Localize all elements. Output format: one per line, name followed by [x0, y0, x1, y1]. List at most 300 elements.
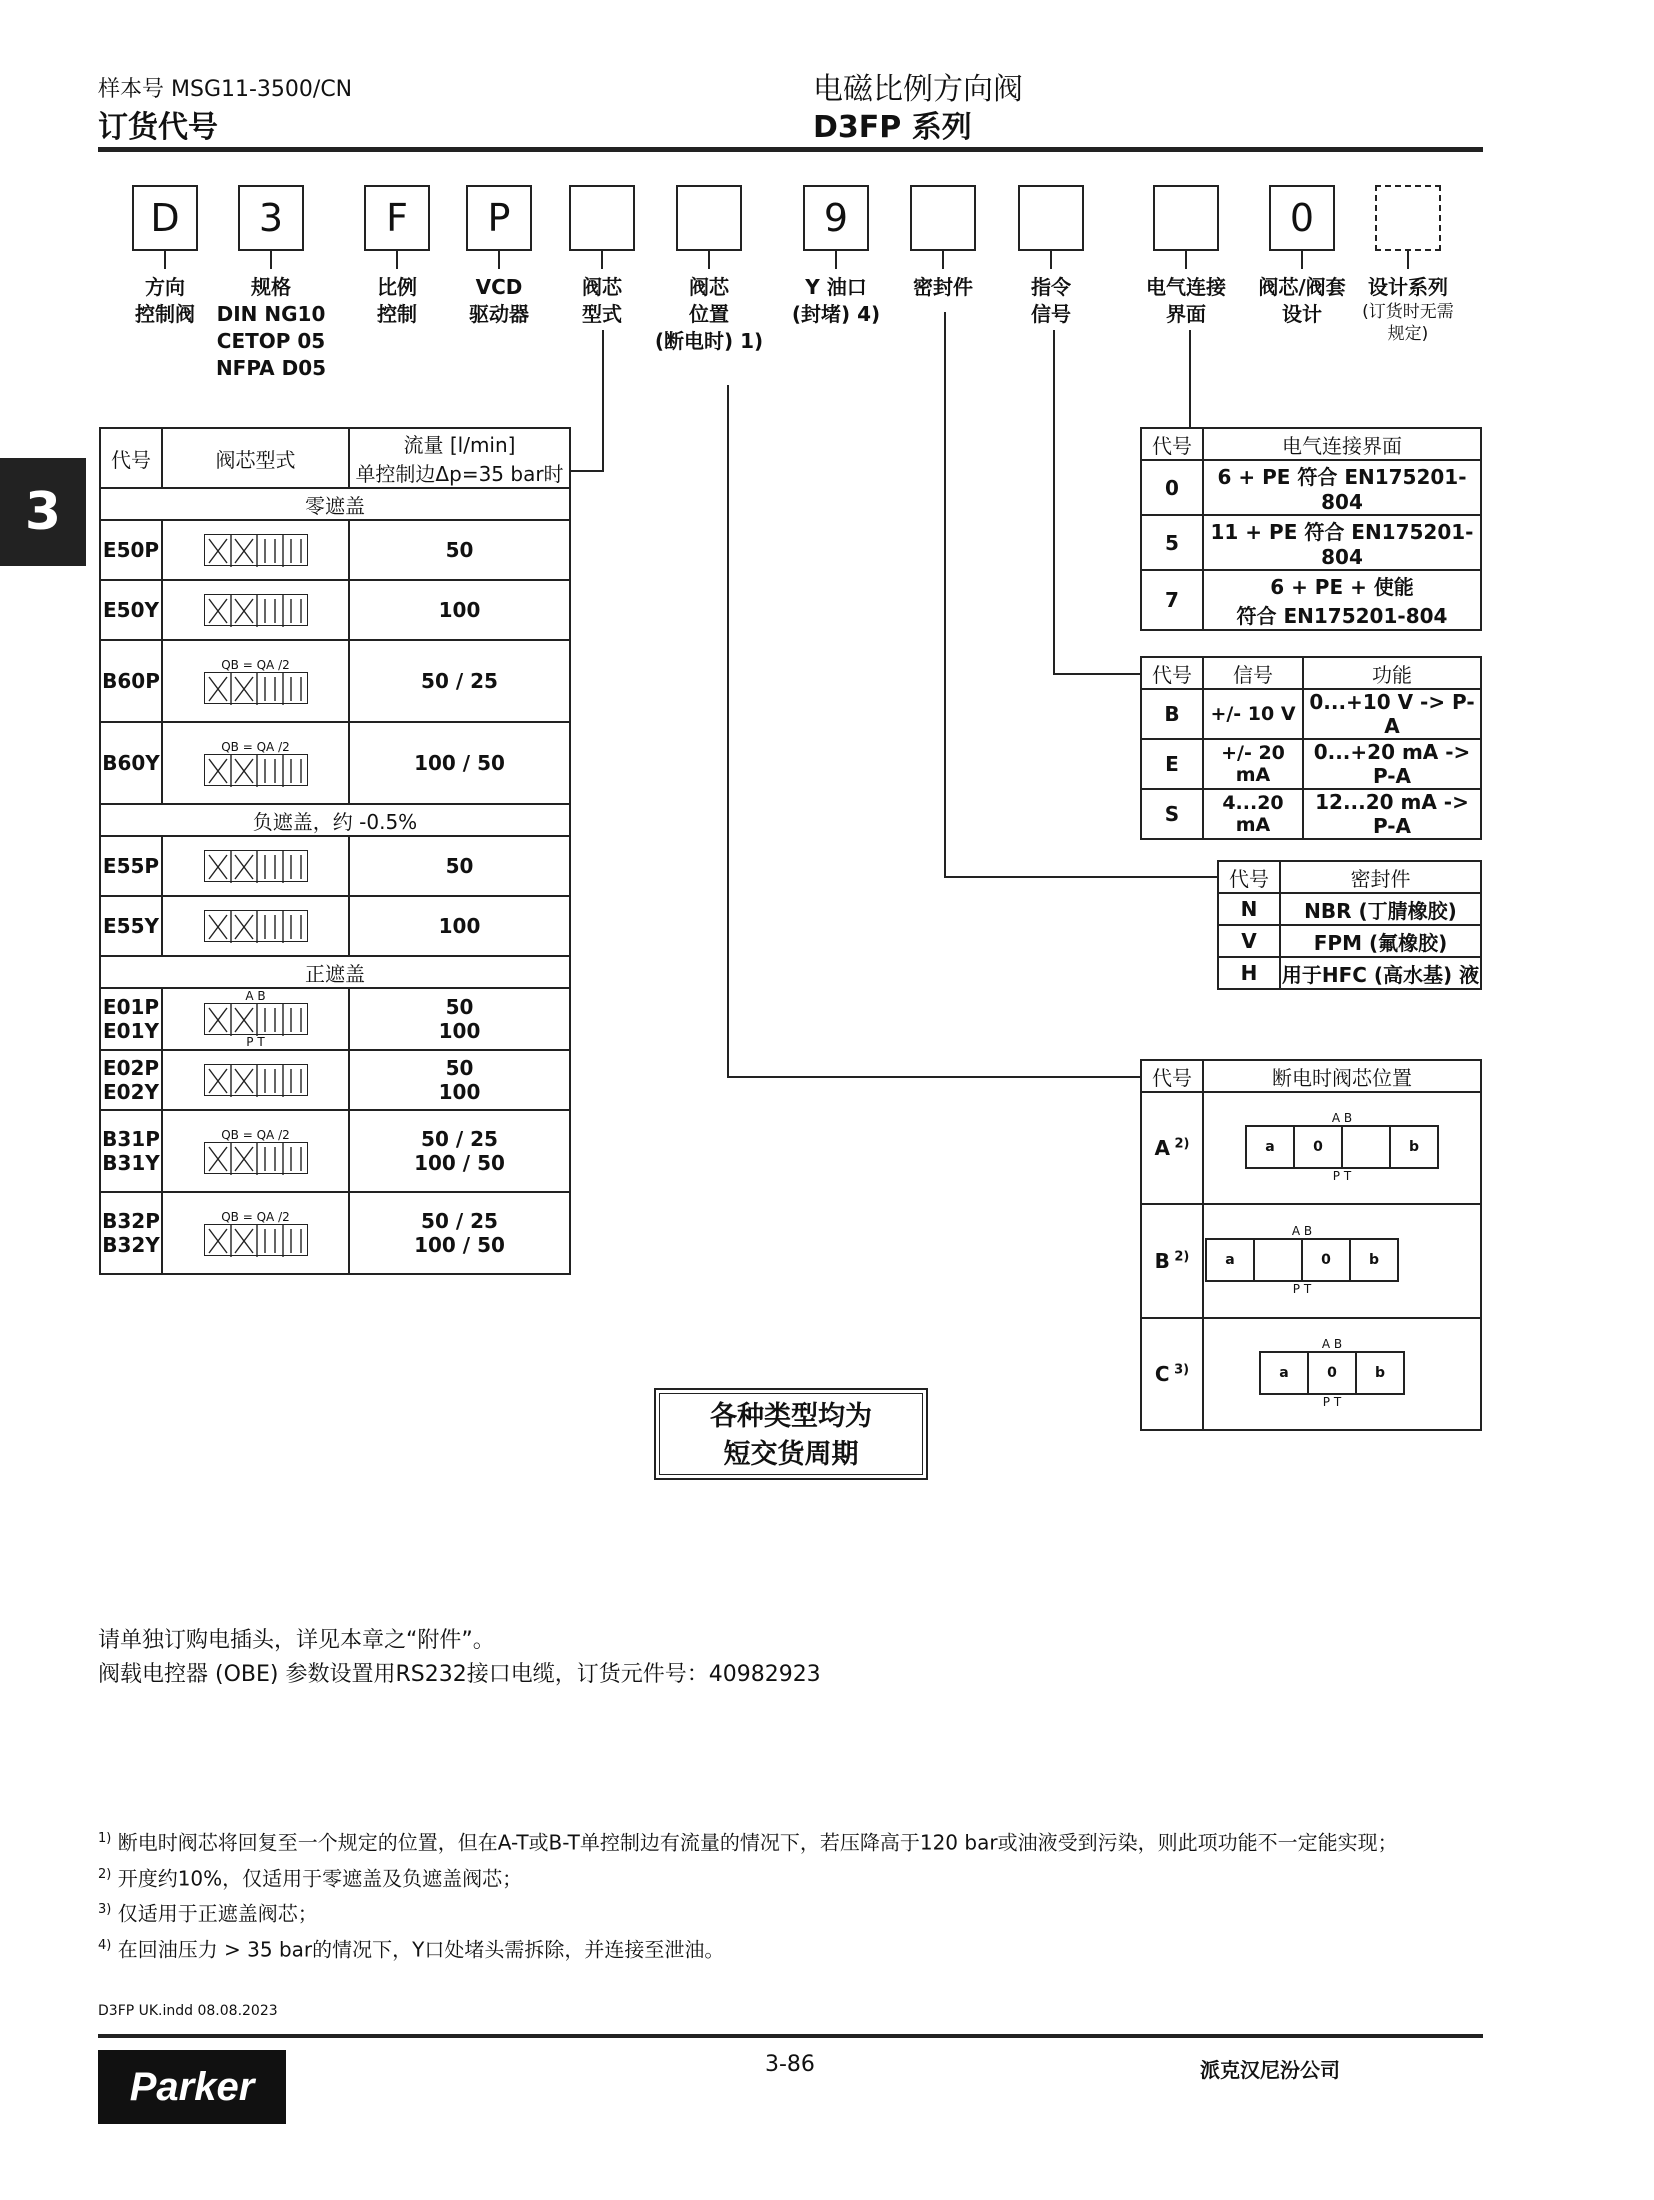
- spool-code-line: E01P: [102, 995, 160, 1019]
- spool-row: [100, 836, 570, 896]
- code-tick-9: [1050, 251, 1052, 269]
- code-label-line: 界面: [1166, 302, 1206, 326]
- spool-code-line: E02P: [102, 1056, 160, 1080]
- code-label-line: 控制: [377, 302, 417, 326]
- seal-header-1: 代号: [1218, 861, 1280, 893]
- spool-flow-line: 50: [445, 1056, 474, 1080]
- spool-symbol-cell: [162, 1050, 349, 1110]
- spool-flow-line: 100: [438, 598, 481, 622]
- footnotes: [98, 1823, 1498, 1966]
- spool-symbol-cell: [162, 1192, 349, 1274]
- spool-code: [100, 520, 162, 580]
- signal-header-row: [1141, 657, 1481, 689]
- code-label-7: [776, 274, 896, 328]
- spool-symbol-icon: [205, 851, 309, 883]
- code-tick-8: [942, 251, 944, 269]
- spool-row: [100, 896, 570, 956]
- code-label-line: CETOP 05: [216, 329, 326, 353]
- code-label-line: 位置: [689, 302, 729, 326]
- footnote-number: 3): [98, 1902, 112, 1918]
- spool-row: [100, 988, 570, 1050]
- code-label-line: 信号: [1031, 302, 1071, 326]
- spool-flow: [349, 988, 570, 1050]
- code-label-line: 指令: [1031, 275, 1071, 299]
- spool-symbol-cell: [162, 520, 349, 580]
- pos-strip-cell: a: [1225, 1252, 1235, 1268]
- elec-header-1: 代号: [1141, 428, 1203, 460]
- spool-symbol-cell: [162, 1110, 349, 1192]
- signal-code-line: S: [1164, 802, 1180, 826]
- pos-diagram: [1205, 1224, 1399, 1296]
- spool-flow-line: 100 / 50: [414, 751, 505, 775]
- footer-file: D3FP UK.indd 08.08.2023: [98, 2003, 278, 2019]
- signal-signal-line: 4...20 mA: [1222, 792, 1284, 836]
- note-cable: 阀载电控器 (OBE) 参数设置用RS232接口电缆，订货元件号：40982923: [98, 1662, 821, 1687]
- code-label-line: 规定): [1387, 324, 1429, 344]
- code-label-line: VCD: [475, 275, 523, 299]
- spool-symbol: [204, 910, 308, 942]
- connector-position-h: [727, 1076, 1140, 1078]
- connector-seal-h: [944, 876, 1217, 878]
- pos-strip: [1245, 1125, 1439, 1169]
- spool-code-line: E50P: [102, 538, 160, 562]
- spool-flow-line: 100: [438, 1019, 481, 1043]
- code-box-8: [910, 185, 976, 251]
- spool-symbol-icon: [205, 911, 309, 943]
- chapter-number: 3: [24, 482, 62, 542]
- spool-code: [100, 1110, 162, 1192]
- spool-row: [100, 580, 570, 640]
- signal-header-1: 代号: [1141, 657, 1203, 689]
- seal-code: [1218, 957, 1280, 989]
- footnote: [98, 1859, 1498, 1895]
- connector-seal-v: [944, 312, 946, 878]
- spool-code-line: B31P: [102, 1127, 160, 1151]
- spool-symbol-icon: [205, 595, 309, 627]
- seal-code-line: V: [1241, 929, 1257, 953]
- signal-signal-line: +/- 10 V: [1210, 703, 1296, 725]
- spool-header-row: [100, 428, 570, 488]
- code-label-line: 方向: [145, 275, 185, 299]
- spool-symbol-icon: [205, 535, 309, 567]
- code-label-line: 阀芯: [582, 275, 622, 299]
- spool-flow-line: 50: [445, 995, 474, 1019]
- code-box-11: 0: [1269, 185, 1335, 251]
- spool-flow: [349, 580, 570, 640]
- port-labels-top: A B: [245, 989, 266, 1003]
- code-box-5: [569, 185, 635, 251]
- notes: [98, 1624, 821, 1692]
- spool-row: [100, 1110, 570, 1192]
- elec-code: [1141, 570, 1203, 630]
- spool-code: [100, 1050, 162, 1110]
- pos-header-row: [1141, 1060, 1481, 1092]
- pos-strip-cell: [1341, 1127, 1389, 1167]
- spool-group-row: [100, 804, 570, 836]
- footnote-text: 开度约10%，仅适用于零遮盖及负遮盖阀芯；: [111, 1866, 523, 1891]
- flow-ratio: QB = QA /2: [221, 1128, 290, 1142]
- spool-code: [100, 896, 162, 956]
- pos-diagram-cell: [1203, 1204, 1481, 1318]
- signal-row: [1141, 689, 1481, 739]
- pos-code-sup: 2): [1169, 1136, 1190, 1152]
- spool-flow-line: 50 / 25: [421, 1127, 498, 1151]
- spool-flow: [349, 1192, 570, 1274]
- seal-desc-line: 用于HFC (高水基) 液: [1281, 962, 1480, 987]
- header-flow-cond: 单控制边Δp=35 bar时: [355, 462, 564, 486]
- code-tick-6: [708, 251, 710, 269]
- signal-func: [1303, 739, 1481, 789]
- spool-code-line: E02Y: [103, 1080, 159, 1104]
- spool-row: [100, 722, 570, 804]
- spool-group-title: 零遮盖: [100, 488, 570, 520]
- spool-code: [100, 580, 162, 640]
- pos-top-ports: A B: [1291, 1224, 1313, 1238]
- elec-desc-line: 11 + PE 符合 EN175201-804: [1210, 520, 1474, 569]
- pos-header-desc: 断电时阀芯位置: [1203, 1060, 1481, 1092]
- code-tick-2: [270, 251, 272, 269]
- code-label-line: 型式: [582, 302, 622, 326]
- spool-code-line: E50Y: [103, 598, 159, 622]
- code-label-line: 阀芯: [689, 275, 729, 299]
- code-tick-5: [601, 251, 603, 269]
- connector-spool-h: [571, 470, 604, 472]
- footnote: [98, 1930, 1498, 1966]
- spool-symbol: [204, 534, 308, 566]
- spool-code-line: B60P: [102, 669, 160, 693]
- code-label-5: [542, 274, 662, 328]
- spool-code-line: E01Y: [103, 1019, 159, 1043]
- spool-flow: [349, 896, 570, 956]
- spool-row: [100, 1192, 570, 1274]
- spool-symbol: [204, 850, 308, 882]
- connector-spool-v: [602, 330, 604, 472]
- signal-func: [1303, 789, 1481, 839]
- code-label-line: 设计: [1282, 302, 1322, 326]
- logo-text: Parker: [129, 2065, 255, 2109]
- spool-flow-line: 50: [445, 538, 474, 562]
- code-label-line: DIN NG10: [216, 302, 326, 326]
- pos-bottom-ports: P T: [1322, 1395, 1342, 1409]
- code-tick-11: [1301, 251, 1303, 269]
- spool-code: [100, 836, 162, 896]
- elec-desc-line: 6 + PE + 使能: [1270, 575, 1414, 599]
- code-box-9: [1018, 185, 1084, 251]
- spool-symbol-icon: [205, 1225, 309, 1257]
- elec-header-row: [1141, 428, 1481, 460]
- pos-code-letter: B: [1154, 1249, 1170, 1273]
- spool-flow-line: 100 / 50: [414, 1151, 505, 1175]
- header-rule: [98, 147, 1483, 152]
- code-label-11: [1242, 274, 1362, 328]
- code-box-12: [1375, 185, 1441, 251]
- code-box-6: [676, 185, 742, 251]
- seal-code: [1218, 925, 1280, 957]
- pos-strip: [1205, 1238, 1399, 1282]
- code-label-line: Y 油口: [805, 275, 867, 299]
- elec-code-line: 5: [1165, 530, 1179, 555]
- spool-symbol: [204, 672, 308, 704]
- pos-strip-cell: a: [1265, 1139, 1275, 1155]
- seal-desc: [1280, 925, 1481, 957]
- elec-desc: [1203, 515, 1481, 570]
- spool-symbol-icon: [205, 673, 309, 705]
- pos-strip-cell: b: [1389, 1127, 1437, 1167]
- signal-header-3: 功能: [1303, 657, 1481, 689]
- seal-row: [1218, 957, 1481, 989]
- seal-row: [1218, 925, 1481, 957]
- spool-symbol-cell: [162, 640, 349, 722]
- elec-row: [1141, 570, 1481, 630]
- signal-func-line: 0...+10 V -> P-A: [1309, 690, 1475, 738]
- spool-row: [100, 1050, 570, 1110]
- connector-signal-v: [1053, 330, 1055, 675]
- footnote-text: 断电时阀芯将回复至一个规定的位置，但在A-T或B-T单控制边有流量的情况下，若压降高于120 bar或油液受到污染，则此项功能不一定能实现；: [111, 1830, 1398, 1855]
- footer-page: 3-86: [765, 2052, 815, 2077]
- seal-code-line: H: [1240, 961, 1258, 985]
- code-tick-10: [1185, 251, 1187, 269]
- spool-symbol: [204, 1142, 308, 1174]
- spool-code: [100, 640, 162, 722]
- spool-flow: [349, 836, 570, 896]
- code-box-2: 3: [238, 185, 304, 251]
- pos-header-code: 代号: [1141, 1060, 1203, 1092]
- spool-symbol-cell: [162, 896, 349, 956]
- signal-header-2: 信号: [1203, 657, 1303, 689]
- spool-code-line: E55Y: [103, 914, 159, 938]
- spool-symbol-icon: [205, 1065, 309, 1097]
- flow-ratio: QB = QA /2: [221, 658, 290, 672]
- catalog-number: 样本号 MSG11-3500/CN: [98, 77, 353, 102]
- signal-signal: [1203, 789, 1303, 839]
- spool-code: [100, 722, 162, 804]
- pos-strip-cell: 0: [1307, 1353, 1355, 1393]
- code-tick-3: [396, 251, 398, 269]
- code-label-line: 电气连接: [1146, 275, 1226, 299]
- spool-code-line: B60Y: [102, 751, 160, 775]
- spool-symbol-cell: [162, 580, 349, 640]
- stamp-line-1: 各种类型均为: [710, 1401, 872, 1432]
- signal-row: [1141, 789, 1481, 839]
- seal-table: [1217, 860, 1482, 990]
- code-label-9: [991, 274, 1111, 328]
- delivery-stamp: [654, 1388, 928, 1480]
- code-label-line: 阀芯/阀套: [1258, 275, 1346, 299]
- spool-code: [100, 988, 162, 1050]
- pos-bottom-ports: P T: [1292, 1282, 1312, 1296]
- code-box-1: D: [132, 185, 198, 251]
- seal-header-row: [1218, 861, 1481, 893]
- spool-group-title: 正遮盖: [100, 956, 570, 988]
- code-label-4: [439, 274, 559, 328]
- pos-code-letter: C: [1154, 1362, 1170, 1386]
- pos-strip-cell: [1253, 1240, 1301, 1280]
- electrical-interface-table: [1140, 427, 1482, 631]
- spool-code: [100, 1192, 162, 1274]
- pos-top-ports: A B: [1331, 1111, 1353, 1125]
- signal-signal: [1203, 739, 1303, 789]
- elec-code: [1141, 460, 1203, 515]
- seal-header-2: 密封件: [1280, 861, 1481, 893]
- signal-code-line: B: [1164, 702, 1180, 726]
- pos-code-sup: 2): [1169, 1249, 1190, 1265]
- code-tick-4: [498, 251, 500, 269]
- spool-symbol-cell: [162, 722, 349, 804]
- spool-flow: [349, 1110, 570, 1192]
- chapter-tab: [0, 458, 86, 566]
- product-title: 电磁比例方向阀: [813, 72, 1023, 107]
- signal-func: [1303, 689, 1481, 739]
- pos-row: [1141, 1092, 1481, 1204]
- signal-signal-line: +/- 20 mA: [1221, 742, 1285, 786]
- seal-desc-line: FPM (氟橡胶): [1313, 930, 1448, 955]
- pos-code-letter: A: [1154, 1136, 1170, 1160]
- code-tick-12: [1407, 251, 1409, 269]
- connector-elec-v: [1189, 330, 1191, 427]
- command-signal-table: [1140, 656, 1482, 840]
- spool-symbol: [204, 1003, 308, 1035]
- signal-func-line: 12...20 mA -> P-A: [1315, 790, 1469, 838]
- signal-func-line: 0...+20 mA -> P-A: [1313, 740, 1471, 788]
- elec-code-line: 0: [1165, 475, 1179, 500]
- code-label-8: [883, 274, 1003, 301]
- spool-flow-line: 50 / 25: [421, 669, 498, 693]
- note-plug: 请单独订购电插头，详见本章之“附件”。: [98, 1628, 495, 1653]
- spool-code-line: B31Y: [102, 1151, 160, 1175]
- stamp-line-2: 短交货周期: [723, 1439, 859, 1470]
- connector-signal-h: [1053, 673, 1140, 675]
- code-label-10: [1126, 274, 1246, 328]
- footer-company: 派克汉尼汾公司: [1200, 2058, 1340, 2082]
- elec-header-2: 电气连接界面: [1203, 428, 1481, 460]
- code-label-2: [211, 274, 331, 382]
- spool-code-line: B32Y: [102, 1233, 160, 1257]
- code-label-line: 驱动器: [469, 302, 529, 326]
- pos-diagram: [1245, 1111, 1439, 1183]
- code-label-line: 设计系列: [1368, 275, 1448, 299]
- code-label-line: (断电时) 1): [654, 329, 764, 353]
- pos-strip-cell: b: [1349, 1240, 1397, 1280]
- signal-code-line: E: [1165, 752, 1179, 776]
- signal-code: [1141, 689, 1203, 739]
- spool-symbol-cell: [162, 836, 349, 896]
- spool-flow: [349, 520, 570, 580]
- spool-type-table: [99, 427, 571, 1275]
- pos-strip-cell: 0: [1293, 1127, 1341, 1167]
- spool-flow: [349, 722, 570, 804]
- elec-row: [1141, 515, 1481, 570]
- signal-row: [1141, 739, 1481, 789]
- code-label-line: (封堵) 4): [791, 302, 881, 326]
- seal-code: [1218, 893, 1280, 925]
- code-label-line: (订货时无需: [1362, 302, 1454, 322]
- spool-flow-line: 100 / 50: [414, 1233, 505, 1257]
- spool-symbol: [204, 594, 308, 626]
- seal-row: [1218, 893, 1481, 925]
- flow-ratio: QB = QA /2: [221, 1210, 290, 1224]
- spool-symbol-icon: [205, 1143, 309, 1175]
- spool-group-title: 负遮盖，约 -0.5%: [100, 804, 570, 836]
- pos-code: [1141, 1092, 1203, 1204]
- footnote-text: 仅适用于正遮盖阀芯；: [111, 1901, 318, 1926]
- section-title: 订货代号: [98, 110, 218, 145]
- footnote-number: 4): [98, 1937, 112, 1953]
- signal-code: [1141, 789, 1203, 839]
- spool-flow-line: 100: [438, 1080, 481, 1104]
- spool-row: [100, 520, 570, 580]
- code-box-7: 9: [803, 185, 869, 251]
- code-box-3: F: [364, 185, 430, 251]
- footer-rule: [98, 2034, 1483, 2038]
- pos-top-ports: A B: [1321, 1337, 1343, 1351]
- pos-diagram-cell: [1203, 1092, 1481, 1204]
- elec-desc-line: 符合 EN175201-804: [1236, 604, 1448, 628]
- port-labels-bottom: P T: [246, 1035, 265, 1049]
- spool-symbol-cell: [162, 988, 349, 1050]
- spool-flow-line: 50 / 25: [421, 1209, 498, 1233]
- code-label-line: 比例: [377, 275, 417, 299]
- code-label-1: [105, 274, 225, 328]
- signal-code: [1141, 739, 1203, 789]
- spool-symbol: [204, 1224, 308, 1256]
- header-flow: [349, 428, 570, 488]
- code-label-line: NFPA D05: [215, 356, 327, 380]
- pos-code: [1141, 1318, 1203, 1430]
- header-spool: 阀芯型式: [162, 428, 349, 488]
- parker-logo: [98, 2050, 286, 2124]
- spool-flow: [349, 640, 570, 722]
- spool-flow-line: 100: [438, 914, 481, 938]
- code-tick-1: [164, 251, 166, 269]
- pos-code: [1141, 1204, 1203, 1318]
- elec-desc-line: 6 + PE 符合 EN175201-804: [1217, 465, 1467, 514]
- pos-row: [1141, 1318, 1481, 1430]
- series-title: D3FP 系列: [813, 110, 972, 145]
- spool-symbol-icon: [205, 1004, 309, 1036]
- code-tick-7: [835, 251, 837, 269]
- footnote-number: 1): [98, 1831, 112, 1846]
- pos-diagram: [1259, 1337, 1405, 1409]
- header-flow-unit: 流量 [l/min]: [403, 433, 516, 457]
- code-box-10: [1153, 185, 1219, 251]
- seal-desc: [1280, 957, 1481, 989]
- pos-diagram-cell: [1203, 1318, 1481, 1430]
- spool-flow-line: 50: [445, 854, 474, 878]
- spool-position-table: [1140, 1059, 1482, 1431]
- spool-row: [100, 640, 570, 722]
- seal-desc: [1280, 893, 1481, 925]
- connector-position-v: [727, 385, 729, 1078]
- pos-strip-cell: a: [1279, 1365, 1289, 1381]
- footnote-number: 2): [98, 1866, 112, 1882]
- pos-strip: [1259, 1351, 1405, 1395]
- code-label-line: 规格: [251, 275, 291, 299]
- seal-code-line: N: [1240, 897, 1258, 921]
- spool-code-line: B32P: [102, 1209, 160, 1233]
- pos-code-sup: 3): [1169, 1362, 1190, 1378]
- code-box-4: P: [466, 185, 532, 251]
- elec-desc: [1203, 570, 1481, 630]
- footnote-text: 在回油压力 > 35 bar的情况下，Y口处堵头需拆除，并连接至泄油。: [111, 1937, 725, 1962]
- seal-desc-line: NBR (丁腈橡胶): [1304, 898, 1457, 923]
- spool-group-row: [100, 956, 570, 988]
- flow-ratio: QB = QA /2: [221, 740, 290, 754]
- code-label-12: [1348, 274, 1468, 345]
- spool-code-line: E55P: [102, 854, 160, 878]
- spool-flow: [349, 1050, 570, 1110]
- elec-code-line: 7: [1165, 588, 1179, 612]
- elec-row: [1141, 460, 1481, 515]
